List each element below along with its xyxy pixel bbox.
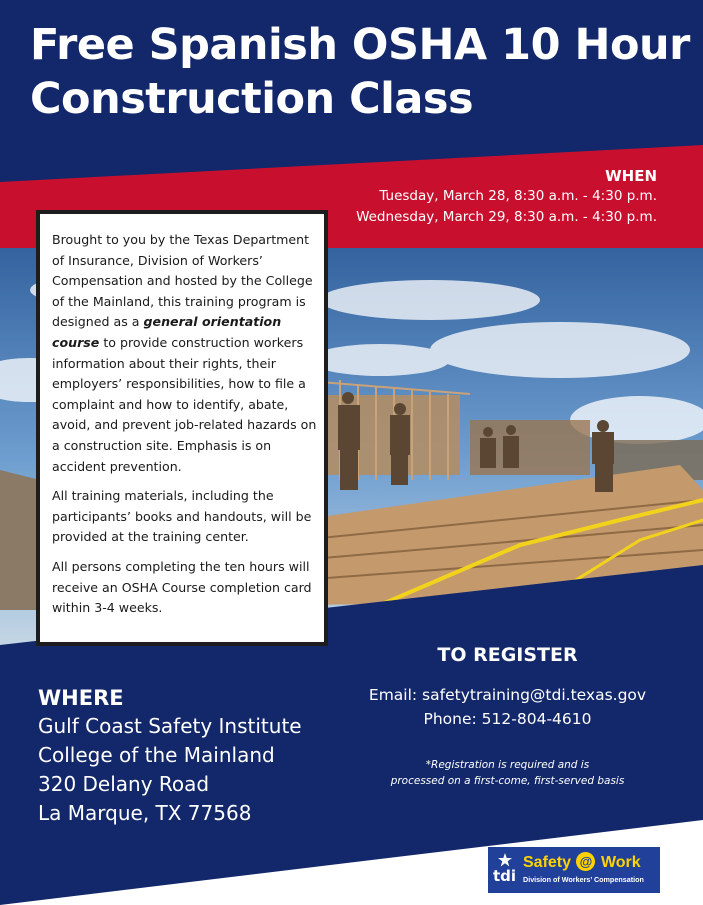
register-section [330,643,685,789]
where-line-4: La Marque, TX 77568 [38,801,252,825]
description-card [36,210,328,646]
title-line-2: Construction Class [30,74,474,124]
tdi-star-icon [498,853,512,867]
emphasis-text: general orientation course [52,314,282,350]
where-heading: WHERE [38,686,124,710]
title-line-1: Free Spanish OSHA 10 Hour [30,20,690,70]
where-line-3: 320 Delany Road [38,772,210,796]
register-note-1: *Registration is required and is [425,759,590,771]
where-line-1: Gulf Coast Safety Institute [38,714,302,738]
page-title [30,18,690,126]
description-paragraph-1: Brought to you by the Texas Department of Insurance, Division of Workers’ Compensation and hosted by the College of the Mainland, this training program is designed as a general orientation course to provide construction workers information about their rights, their employers’ responsibilities, how to file a complaint and how to identify, abate, avoid, and prevent job-related hazards on a construction site. Emphasis is on accident prevention. [52,232,317,474]
register-heading: TO REGISTER [437,644,578,666]
description-paragraph-2: All training materials, including the participants’ books and handouts, will be provided at the training center. [52,488,312,545]
logo-brand: Safety @ Work [523,854,641,871]
when-heading: WHEN [605,167,657,185]
register-email[interactable]: Email: safetytraining@tdi.texas.gov [368,686,647,704]
when-date-2: Wednesday, March 29, 8:30 a.m. - 4:30 p.m. [356,209,657,225]
logo-subtitle: Division of Workers’ Compensation [523,875,644,884]
tdi-logo-text: tdi [493,867,517,885]
safety-at-work-logo [488,847,660,893]
where-section [38,684,302,828]
description-paragraph-3: All persons completing the ten hours will receive an OSHA Course completion card within 3-4 weeks. [52,558,312,616]
register-note-2: processed on a first-come, first-served basis [390,775,625,787]
where-line-2: College of the Mainland [38,743,275,767]
when-date-1: Tuesday, March 28, 8:30 a.m. - 4:30 p.m. [379,188,657,204]
register-phone[interactable]: Phone: 512-804-4610 [423,710,592,728]
when-section [356,166,657,228]
